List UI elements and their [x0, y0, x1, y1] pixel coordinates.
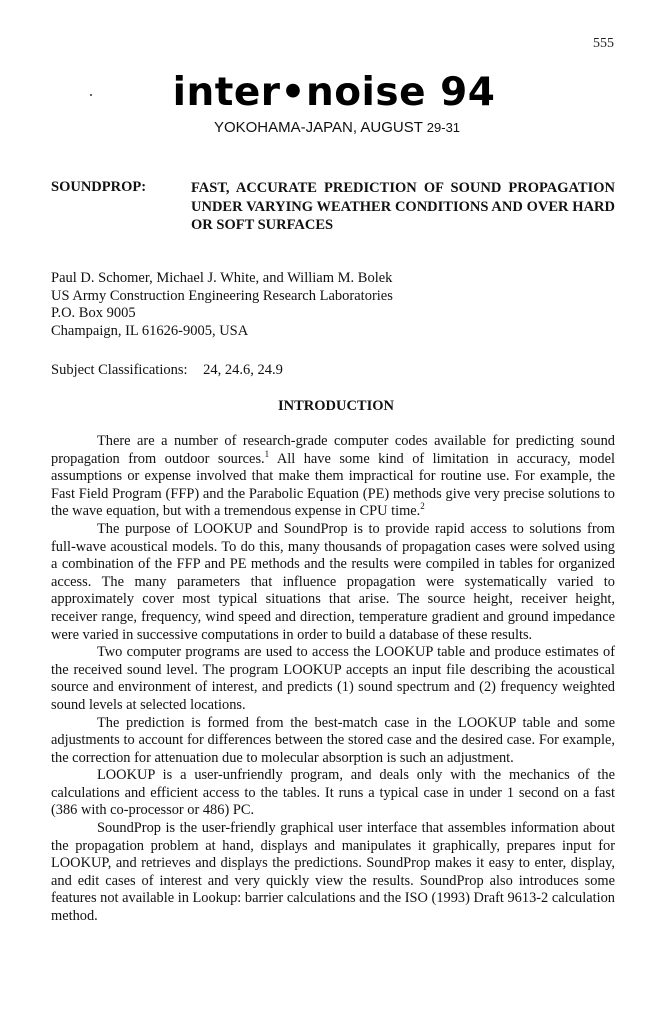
subject-codes: 24, 24.6, 24.9 — [203, 362, 283, 378]
conference-subtitle — [0, 119, 660, 136]
paragraph-2: The purpose of LOOKUP and SoundProp is to provide rapid access to solutions from full-wave acoustical models. To do this, many thousands of propagation cases were solved using a combination of the FFP and PE methods and the results were compiled in tables for organized access. The many parameters that influence propagation were systematically varied to approximately cover most typical situations that arise. The source height, receiver height, receiver range, frequency, wind speed and direction, temperature gradient and ground impedance were varied in successive computations in order to build a database of these results. — [51, 520, 615, 643]
conference-location: YOKOHAMA-JAPAN, AUGUST — [213, 119, 423, 136]
address-line-2: Champaign, IL 61626-9005, USA — [51, 322, 249, 339]
conference-logo: inter•noise 94 — [172, 70, 496, 115]
subject-label: Subject Classifications: — [51, 362, 188, 378]
paragraph-1-text-b: All have some kind of limitation in accuracy, model assumptions or expense involved that make them impractical for routine use. For example, the Fast Field Program (FFP) and the Parabolic Equation (PE) methods give very precise solutions to the wave equation, but with a tremendous expense in CPU time. — [51, 450, 615, 520]
paper-label: SOUNDPROP: — [51, 179, 147, 195]
affiliation: US Army Construction Engineering Research Laboratories — [51, 287, 393, 304]
paragraph-5: LOOKUP is a user-unfriendly program, and deals only with the mechanics of the calculations and efficient access to the tables. It runs a typical case in under 1 second on a fast (386 with co-processor or 486) PC. — [51, 767, 615, 819]
paper-title: FAST, ACCURATE PREDICTION OF SOUND PROPAGATION UNDER VARYING WEATHER CONDITIONS AND OVER HARD OR SOFT SURFACES — [191, 180, 615, 233]
section-heading-introduction: INTRODUCTION — [277, 398, 394, 414]
reference-1: 1 — [264, 448, 270, 459]
paragraph-6: SoundProp is the user-friendly graphical user interface that assembles information about the propagation problem at hand, displays and manipulates it graphically, prepares input for LOOKUP, and retrieves and displays the predictions. SoundProp makes it easy to enter, display, and edit cases of interest and very quickly view the results. SoundProp also introduces some features not available in Lookup: barrier calculations and the ISO (1993) Draft 9613-2 calculation method. — [51, 820, 615, 925]
paragraph-3: Two computer programs are used to access the LOOKUP table and produce estimates of the received sound level. The program LOOKUP accepts an input file describing the acoustical source and environment of interest, and predicts (1) sound spectrum and (2) frequency weighted sound levels at selected locations. — [51, 644, 615, 713]
authors: Paul D. Schomer, Michael J. White, and William M. Bolek — [51, 270, 393, 286]
paragraph-1-text-a: There are a number of research-grade computer codes available for predicting sound propagation from outdoor sources. — [51, 433, 615, 467]
address-line-1: P.O. Box 9005 — [51, 305, 136, 321]
paragraph-4: The prediction is formed from the best-match case in the LOOKUP table and some adjustments to account for differences between the stored case and the desired case. For example, the correction for attenuation due to molecular absorption is such an adjustment. — [51, 714, 615, 766]
conference-dates: 29-31 — [426, 120, 461, 135]
author-block — [51, 270, 611, 340]
page-number: 555 — [593, 36, 614, 51]
paragraph-1 — [51, 433, 615, 521]
reference-2: 2 — [420, 501, 425, 512]
introduction-body — [51, 433, 615, 926]
subject-classifications — [51, 362, 283, 379]
